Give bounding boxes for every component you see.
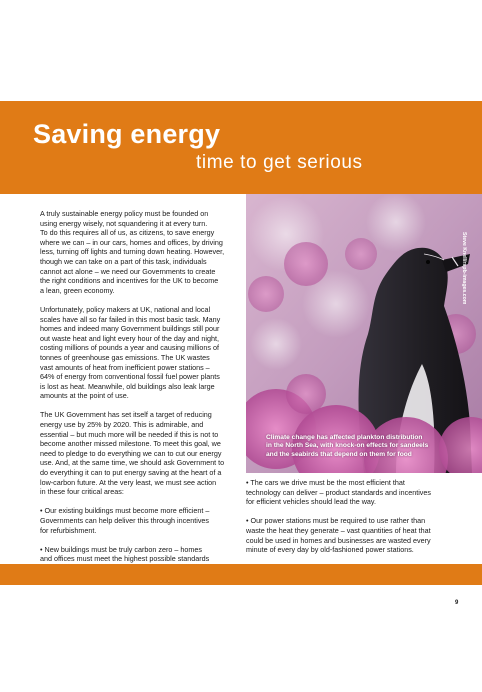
body-paragraph: The UK Government has set itself a target of reducing energy use by 25% by 2020. This is admirable, and essential – but much more will be needed if this is not to become another missed milestone. To meet this goal, we need to pledge to do everything we can to cut our energy use. And, at the same time, we should ask Government to do everything it can to put energy saving at the heart of a low-carbon future. At the very least, we must see action in these four critical areas: [40,410,225,497]
body-paragraph: A truly sustainable energy policy must be founded on using energy wisely, not squandering it at every turn. To do this requires all of us, as citizens, to save energy where we can – in our cars, homes and offices, by driving less, turning off lights and turning down heating. However, though we can take on a part of this task, individuals cannot act alone – we need our Governments to create the right conditions and incentives for the UK to become a lean, green economy. [40,209,225,295]
page-number: 9 [455,600,459,606]
bullet-paragraph: • Our power stations must be required to use rather than waste the heat they generate – vast quantities of heat that could be used in homes and businesses are wasted every minute of every day by old-fashioned power stations. [246,516,431,555]
photo-credit: Steve Knell/rspb-images.com [461,232,467,305]
thrift-flower [248,276,284,312]
left-column [40,209,240,583]
seabird-photo [246,194,482,473]
body-paragraph: Unfortunately, policy makers at UK, national and local scales have all so far failed in this most basic task. Many homes and indeed many Government buildings still pour out waste heat and light every hour of the day and night, costing millions of pounds a year and causing millions of tonnes of greenhouse gas emissions. The UK wastes vast amounts of heat from inefficient power stations – 64% of energy from conventional fossil fuel power plants is lost as heat. Meanwhile, old buildings also leak large amounts at the point of use. [40,304,221,401]
page-title: Saving energy [33,119,221,149]
thrift-flower [345,238,377,270]
thrift-flower [284,242,328,286]
footer-band [0,564,482,585]
bullet-paragraph: • Our existing buildings must become more efficient – Governments can help deliver this through incentives for refurbishment. [40,506,210,535]
razorbill-eye [426,260,430,264]
header-band [0,101,482,194]
page-subtitle: time to get serious [196,152,363,173]
bullet-paragraph: • New buildings must be truly carbon zero – homes and offices must meet the highest possible standards [40,544,210,564]
bullet-paragraph: • The cars we drive must be the most efficient that technology can deliver – product standards and incentives for efficient vehicles should lead the way. [246,478,431,507]
photo-caption: Climate change has affected plankton distribution in the North Sea, with knock-on effects for sandeels and the seabirds that depend on them for food [266,434,429,458]
right-column [246,478,470,564]
seabird-illustration [246,194,482,473]
